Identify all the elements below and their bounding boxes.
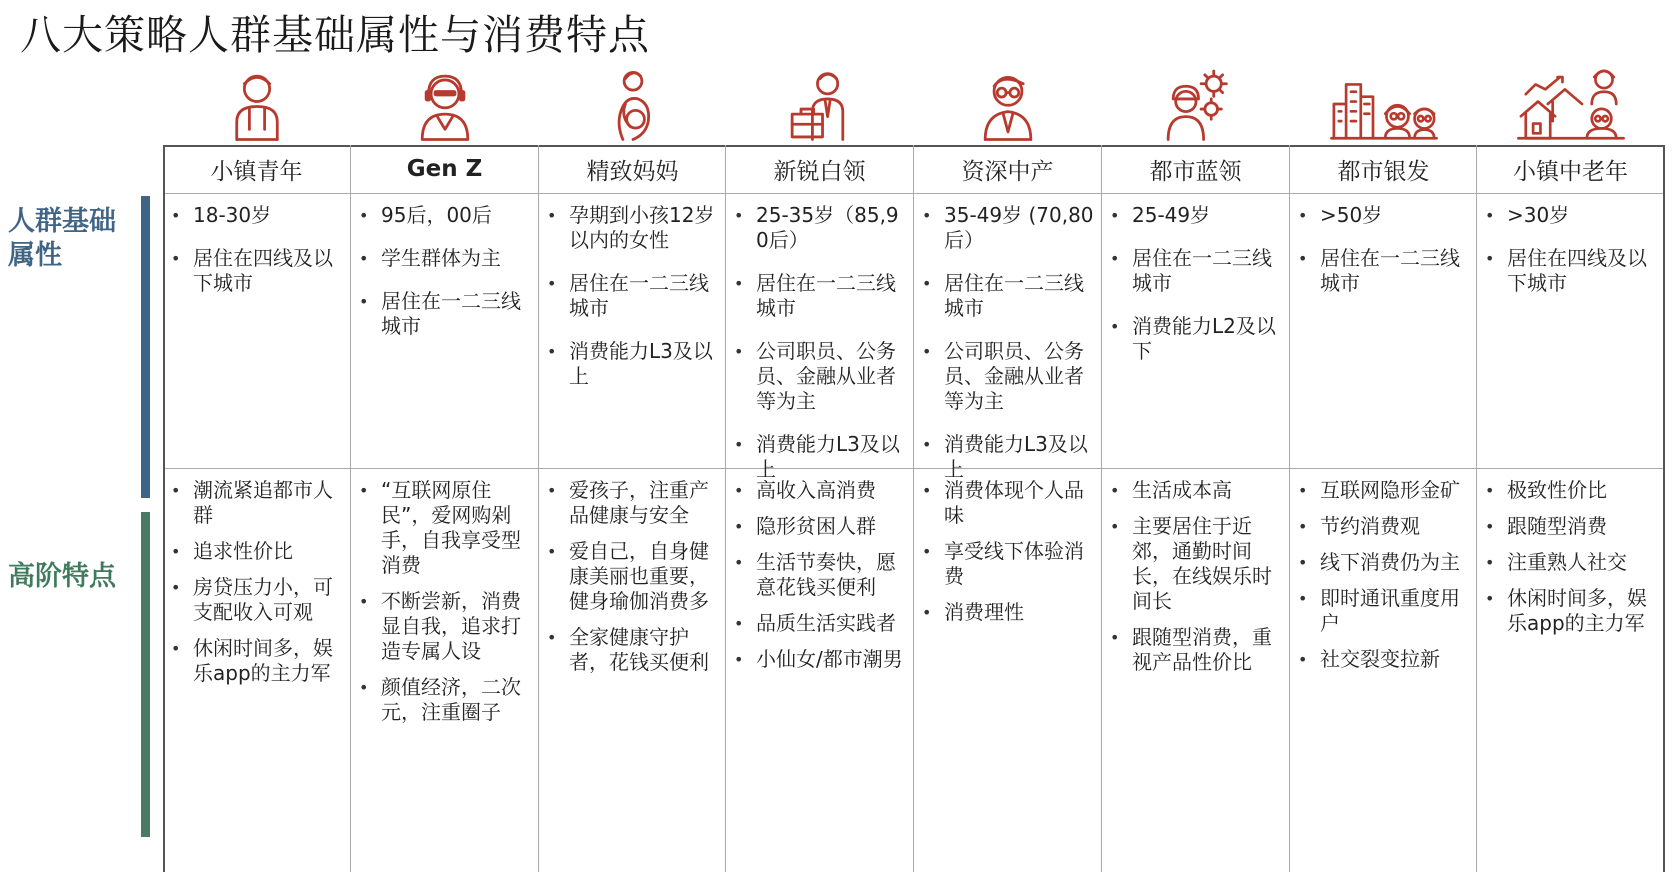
- list-item: • 35-49岁 (70,80后）: [920, 203, 1095, 253]
- list-item: • 居住在一二三线城市: [1296, 246, 1471, 296]
- list-item: • “互联网原住民”，爱网购剁手，自我享受型消费: [357, 478, 532, 578]
- basic-cell: [1477, 193, 1664, 314]
- list-item: • 生活成本高: [1108, 478, 1283, 503]
- list-item: • 居住在一二三线城市: [545, 271, 720, 321]
- list-item: • 小仙女/都市潮男: [732, 647, 907, 672]
- young-man-icon: [163, 62, 350, 142]
- list-item: • 消费理性: [920, 600, 1095, 625]
- list-item: • 休闲时间多，娱乐app的主力军: [1483, 586, 1658, 636]
- list-item: • 公司职员、公务员、金融从业者等为主: [920, 339, 1095, 414]
- high-cell: [1477, 468, 1664, 647]
- list-item: • 高收入高消费: [732, 478, 907, 503]
- list-item: • 25-35岁（85,90后）: [732, 203, 907, 253]
- list-item: • 消费能力L3及以上: [920, 432, 1095, 482]
- persona-icons-row: [163, 62, 1665, 142]
- list-item: • 居住在一二三线城市: [920, 271, 1095, 321]
- basic-cell: [726, 193, 913, 500]
- list-item: • 居住在一二三线城市: [732, 271, 907, 321]
- list-item: • 跟随型消费，重视产品性价比: [1108, 625, 1283, 675]
- high-traits-bar: [141, 512, 150, 837]
- basic-cell: [914, 193, 1101, 500]
- list-item: • 全家健康守护者，花钱买便利: [545, 625, 720, 675]
- list-item: • 极致性价比: [1483, 478, 1658, 503]
- high-cell: [539, 468, 726, 686]
- list-item: • 25-49岁: [1108, 203, 1283, 228]
- list-item: • 品质生活实践者: [732, 611, 907, 636]
- glasses-man-icon: [914, 62, 1101, 142]
- basic-cell: [351, 193, 538, 357]
- column-header: 新锐白领: [773, 158, 866, 185]
- town-elderly-icon: [1477, 62, 1664, 142]
- high-cell: [726, 468, 913, 683]
- list-item: • 消费能力L3及以上: [545, 339, 720, 389]
- list-item: • 互联网隐形金矿: [1296, 478, 1471, 503]
- list-item: • 爱孩子，注重产品健康与安全: [545, 478, 720, 528]
- list-item: • >50岁: [1296, 203, 1471, 228]
- list-item: • 即时通讯重度用户: [1296, 586, 1471, 636]
- high-cell: [351, 468, 538, 736]
- high-cell: [914, 468, 1101, 636]
- high-cell: [1102, 468, 1289, 686]
- high-cell: [163, 468, 350, 697]
- basic-cell: [539, 193, 726, 407]
- mother-baby-icon: [539, 62, 726, 142]
- column-header: 资深中产: [961, 158, 1054, 185]
- list-item: • 18-30岁: [169, 203, 344, 228]
- list-item: • 学生群体为主: [357, 246, 532, 271]
- city-elderly-icon: [1290, 62, 1477, 142]
- list-item: • 主要居住于近郊，通勤时间长，在线娱乐时间长: [1108, 514, 1283, 614]
- list-item: • 消费能力L3及以上: [732, 432, 907, 482]
- list-item: • 消费能力L2及以下: [1108, 314, 1283, 364]
- list-item: • 居住在四线及以下城市: [169, 246, 344, 296]
- list-item: • >30岁: [1483, 203, 1658, 228]
- list-item: • 跟随型消费: [1483, 514, 1658, 539]
- list-item: • 公司职员、公务员、金融从业者等为主: [732, 339, 907, 414]
- list-item: • 线下消费仍为主: [1296, 550, 1471, 575]
- list-item: • 休闲时间多，娱乐app的主力军: [169, 636, 344, 686]
- basic-attributes-bar: [141, 196, 150, 498]
- list-item: • 消费体现个人品味: [920, 478, 1095, 528]
- list-item: • 孕期到小孩12岁以内的女性: [545, 203, 720, 253]
- column-header: 小镇中老年: [1513, 158, 1628, 185]
- row-label-basic: 人群基础属性: [8, 206, 116, 271]
- list-item: • 潮流紧追都市人群: [169, 478, 344, 528]
- list-item: • 享受线下体验消费: [920, 539, 1095, 589]
- list-item: • 95后，00后: [357, 203, 532, 228]
- persona-table: [163, 145, 1665, 872]
- basic-cell: [163, 193, 350, 314]
- basic-cell: [1290, 193, 1477, 314]
- column-header: 都市银发: [1337, 158, 1430, 185]
- headphones-person-icon: [351, 62, 538, 142]
- list-item: • 追求性价比: [169, 539, 344, 564]
- list-item: • 房贷压力小，可支配收入可观: [169, 575, 344, 625]
- list-item: • 爱自己，自身健康美丽也重要，健身瑜伽消费多: [545, 539, 720, 614]
- row-label-high: 高阶特点: [8, 561, 116, 592]
- list-item: • 不断尝新，消费显自我，追求打造专属人设: [357, 589, 532, 664]
- list-item: • 颜值经济，二次元，注重圈子: [357, 675, 532, 725]
- list-item: • 注重熟人社交: [1483, 550, 1658, 575]
- list-item: • 居住在一二三线城市: [357, 289, 532, 339]
- column-header: 都市蓝领: [1149, 158, 1242, 185]
- column-header: 精致妈妈: [586, 158, 679, 185]
- page-title: 八大策略人群基础属性与消费特点: [20, 11, 650, 59]
- basic-cell: [1102, 193, 1289, 382]
- briefcase-worker-icon: [726, 62, 913, 142]
- list-item: • 居住在四线及以下城市: [1483, 246, 1658, 296]
- list-item: • 居住在一二三线城市: [1108, 246, 1283, 296]
- list-item: • 隐形贫困人群: [732, 514, 907, 539]
- worker-gear-icon: [1102, 62, 1289, 142]
- high-cell: [1290, 468, 1477, 683]
- column-header: Gen Z: [406, 156, 483, 182]
- column-header: 小镇青年: [210, 158, 303, 185]
- list-item: • 社交裂变拉新: [1296, 647, 1471, 672]
- list-item: • 生活节奏快，愿意花钱买便利: [732, 550, 907, 600]
- list-item: • 节约消费观: [1296, 514, 1471, 539]
